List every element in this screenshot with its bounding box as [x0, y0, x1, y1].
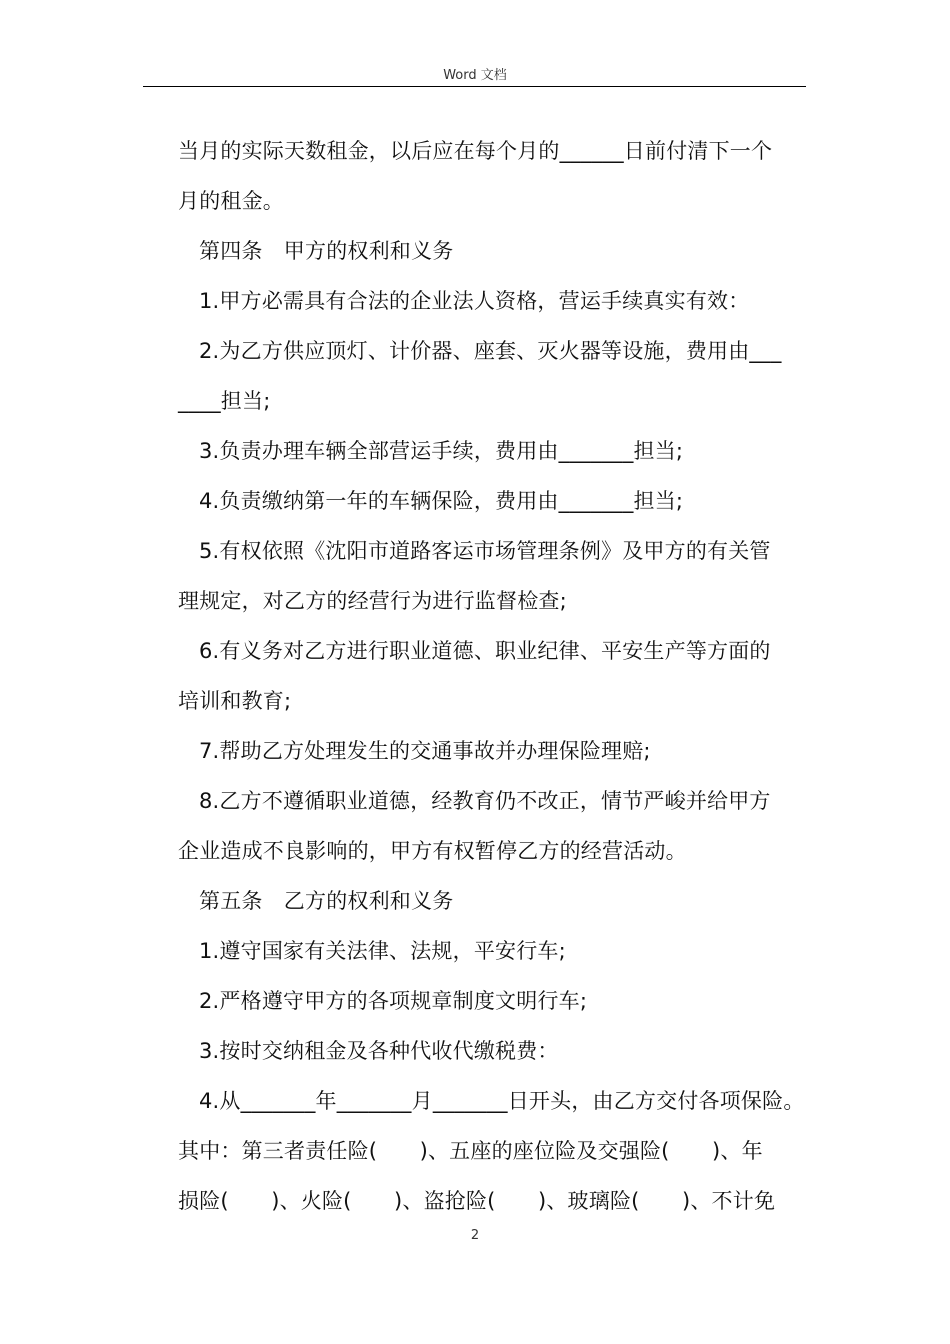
- text-line: 1.甲方必需具有合法的企业法人资格，营运手续真实有效：: [199, 289, 750, 313]
- text-line: 培训和教育;: [178, 689, 292, 713]
- text-line: 7.帮助乙方处理发生的交通事故并办理保险理赔;: [199, 739, 651, 763]
- text-line: 当月的实际天数租金，以后应在每个月的______日前付清下一个: [178, 139, 773, 163]
- header-divider: [143, 86, 806, 87]
- text-line: ____担当;: [178, 389, 271, 413]
- text-line: 3.按时交纳租金及各种代收代缴税费：: [199, 1039, 559, 1063]
- text-line: 月的租金。: [178, 189, 284, 213]
- text-line: 2.严格遵守甲方的各项规章制度文明行车;: [199, 989, 588, 1013]
- document-body: [178, 126, 818, 1226]
- text-line: 3.负责办理车辆全部营运手续，费用由_______担当;: [199, 439, 684, 463]
- text-line: 1.遵守国家有关法律、法规，平安行车;: [199, 939, 566, 963]
- text-line: 6.有义务对乙方进行职业道德、职业纪律、平安生产等方面的: [199, 639, 771, 663]
- text-line: 2.为乙方供应顶灯、计价器、座套、灭火器等设施，费用由___: [199, 339, 782, 363]
- text-line: 4.从_______年_______月_______日开头，由乙方交付各项保险。: [199, 1089, 805, 1113]
- text-line: 其中：第三者责任险( )、五座的座位险及交强险( )、年: [178, 1139, 763, 1163]
- text-line: 5.有权依照《沈阳市道路客运市场管理条例》及甲方的有关管: [199, 539, 771, 563]
- text-line: 4.负责缴纳第一年的车辆保险，费用由_______担当;: [199, 489, 684, 513]
- section-heading: 第四条 甲方的权利和义务: [199, 239, 454, 263]
- text-line: 损险( )、火险( )、盗抢险( )、玻璃险( )、不计免: [178, 1189, 776, 1213]
- text-line: 8.乙方不遵循职业道德，经教育仍不改正，情节严峻并给甲方: [199, 789, 771, 813]
- text-line: 企业造成不良影响的，甲方有权暂停乙方的经营活动。: [178, 839, 687, 863]
- page-number: 2: [470, 1228, 480, 1243]
- text-line: 理规定，对乙方的经营行为进行监督检查;: [178, 589, 567, 613]
- page-header: Word 文档: [443, 68, 507, 83]
- section-heading: 第五条 乙方的权利和义务: [199, 889, 454, 913]
